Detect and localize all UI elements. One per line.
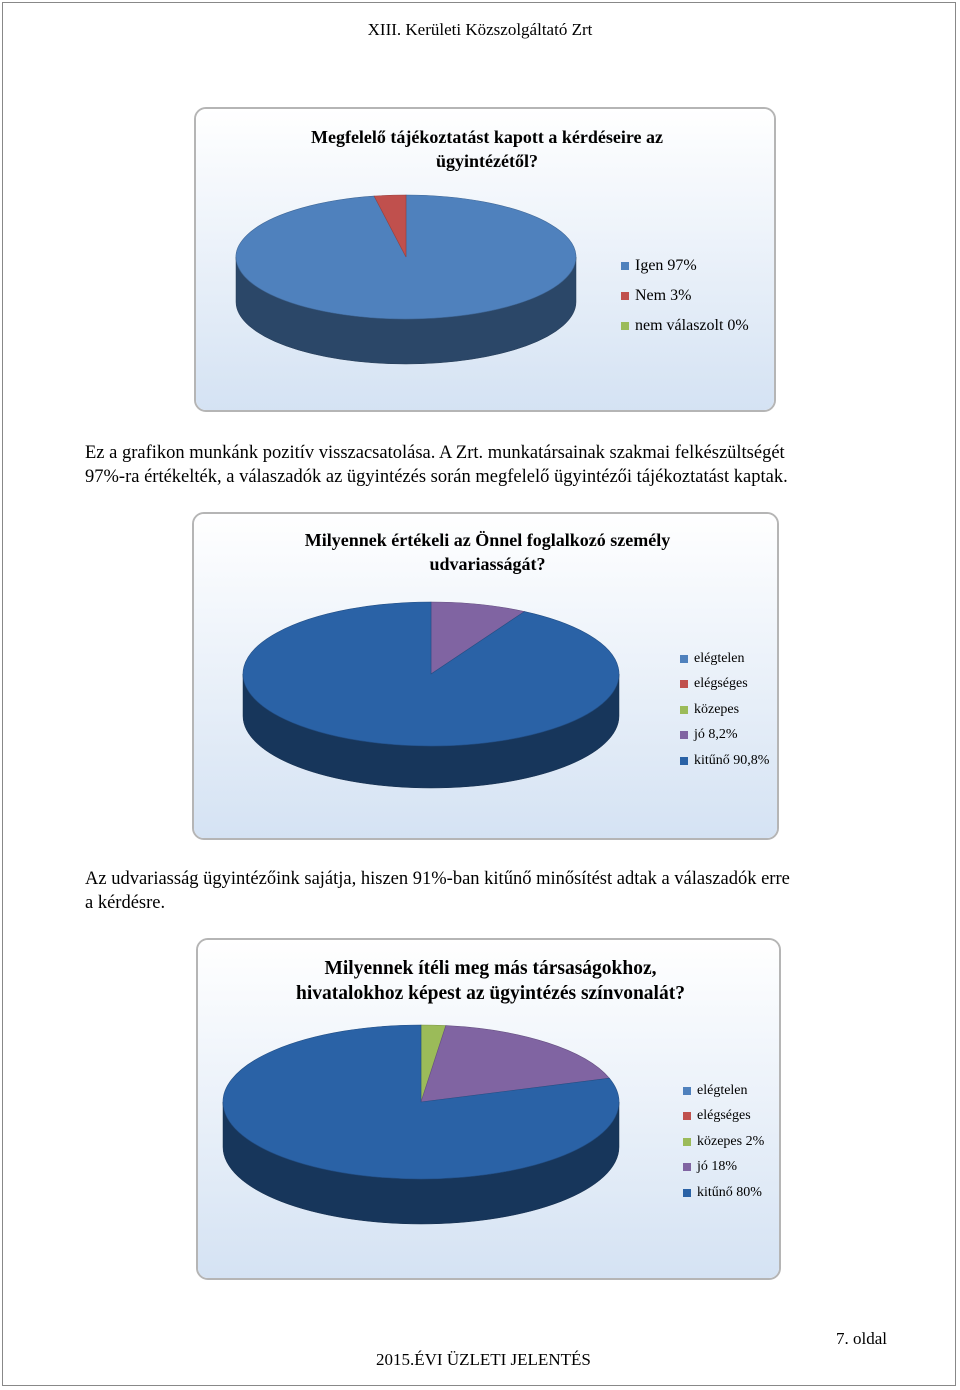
legend-swatch (680, 757, 688, 765)
paragraph-line: a kérdésre. (85, 893, 166, 913)
legend-item (680, 646, 769, 672)
legend-swatch (683, 1163, 691, 1171)
legend-label: Nem 3% (635, 287, 692, 304)
legend-swatch (680, 706, 688, 714)
legend-label: jó 8,2% (694, 727, 738, 743)
chart-title-line1: Megfelelő tájékoztatást kapott a kérdéseire az (310, 127, 664, 147)
legend-label: elégséges (697, 1108, 751, 1124)
chart-legend (621, 251, 749, 341)
paragraph-feedback (85, 441, 788, 489)
chart-service-level (196, 938, 781, 1280)
legend-item (680, 672, 769, 698)
paragraph-line: Az udvariasság ügyintézőink sajátja, hiszen 91%-ban kitűnő minősítést adtak a válaszadók erre (85, 869, 790, 889)
legend-label: Igen 97% (635, 257, 697, 274)
paragraph-politeness (85, 867, 790, 915)
legend-item (680, 748, 769, 774)
chart-title-line2: ügyintézétől? (436, 151, 538, 171)
legend-label: közepes (694, 701, 740, 717)
legend-label: elégtelen (694, 650, 745, 666)
legend-swatch (621, 262, 629, 270)
legend-label: közepes 2% (697, 1133, 765, 1149)
report-title: 2015.ÉVI ÜZLETI JELENTÉS (376, 1350, 591, 1369)
chart-title (196, 125, 776, 173)
legend-item (680, 723, 769, 749)
chart-title-line1: Milyennek ítéli meg más társaságokhoz, (324, 958, 657, 979)
legend-item (621, 281, 749, 311)
legend-swatch (683, 1189, 691, 1197)
paragraph-line: 97%-ra értékelték, a válaszadók az ügyintézés során megfelelő ügyintézői tájékoztatást kaptak. (85, 467, 788, 487)
legend-swatch (621, 322, 629, 330)
page-header: XIII. Kerületi Közszolgáltató Zrt (367, 20, 593, 39)
chart-legend (680, 646, 769, 774)
legend-item (621, 251, 749, 281)
legend-item (683, 1129, 764, 1155)
chart-title-line2: udvariasságát? (429, 554, 546, 574)
legend-swatch (683, 1112, 691, 1120)
page-number: 7. oldal (836, 1329, 887, 1348)
pie-slice-kitűnő (243, 602, 619, 746)
legend-item (683, 1155, 764, 1181)
legend-item (683, 1104, 764, 1130)
chart-politeness (192, 512, 779, 840)
legend-label: jó 18% (697, 1159, 738, 1175)
legend-label: nem válaszolt 0% (635, 317, 749, 334)
legend-label: kitűnő 90,8% (694, 752, 770, 768)
legend-label: kitűnő 80% (697, 1184, 762, 1200)
legend-item (680, 697, 769, 723)
legend-swatch (680, 655, 688, 663)
legend-item (683, 1078, 764, 1104)
legend-swatch (621, 292, 629, 300)
chart-legend (683, 1078, 764, 1206)
legend-item (683, 1180, 764, 1206)
chart-title (198, 956, 781, 1006)
legend-label: elégséges (694, 676, 748, 692)
legend-swatch (683, 1138, 691, 1146)
legend-item (621, 311, 749, 341)
legend-swatch (683, 1087, 691, 1095)
legend-swatch (680, 731, 688, 739)
chart-information-received (194, 107, 776, 412)
paragraph-line: Ez a grafikon munkánk pozitív visszacsatolása. A Zrt. munkatársainak szakmai felkészültségét (85, 443, 785, 463)
chart-title-line2: hivatalokhoz képest az ügyintézés színvonalát? (296, 983, 685, 1004)
chart-title (194, 528, 779, 576)
legend-label: elégtelen (697, 1082, 748, 1098)
legend-swatch (680, 680, 688, 688)
chart-title-line1: Milyennek értékeli az Önnel foglalkozó személy (304, 530, 671, 550)
